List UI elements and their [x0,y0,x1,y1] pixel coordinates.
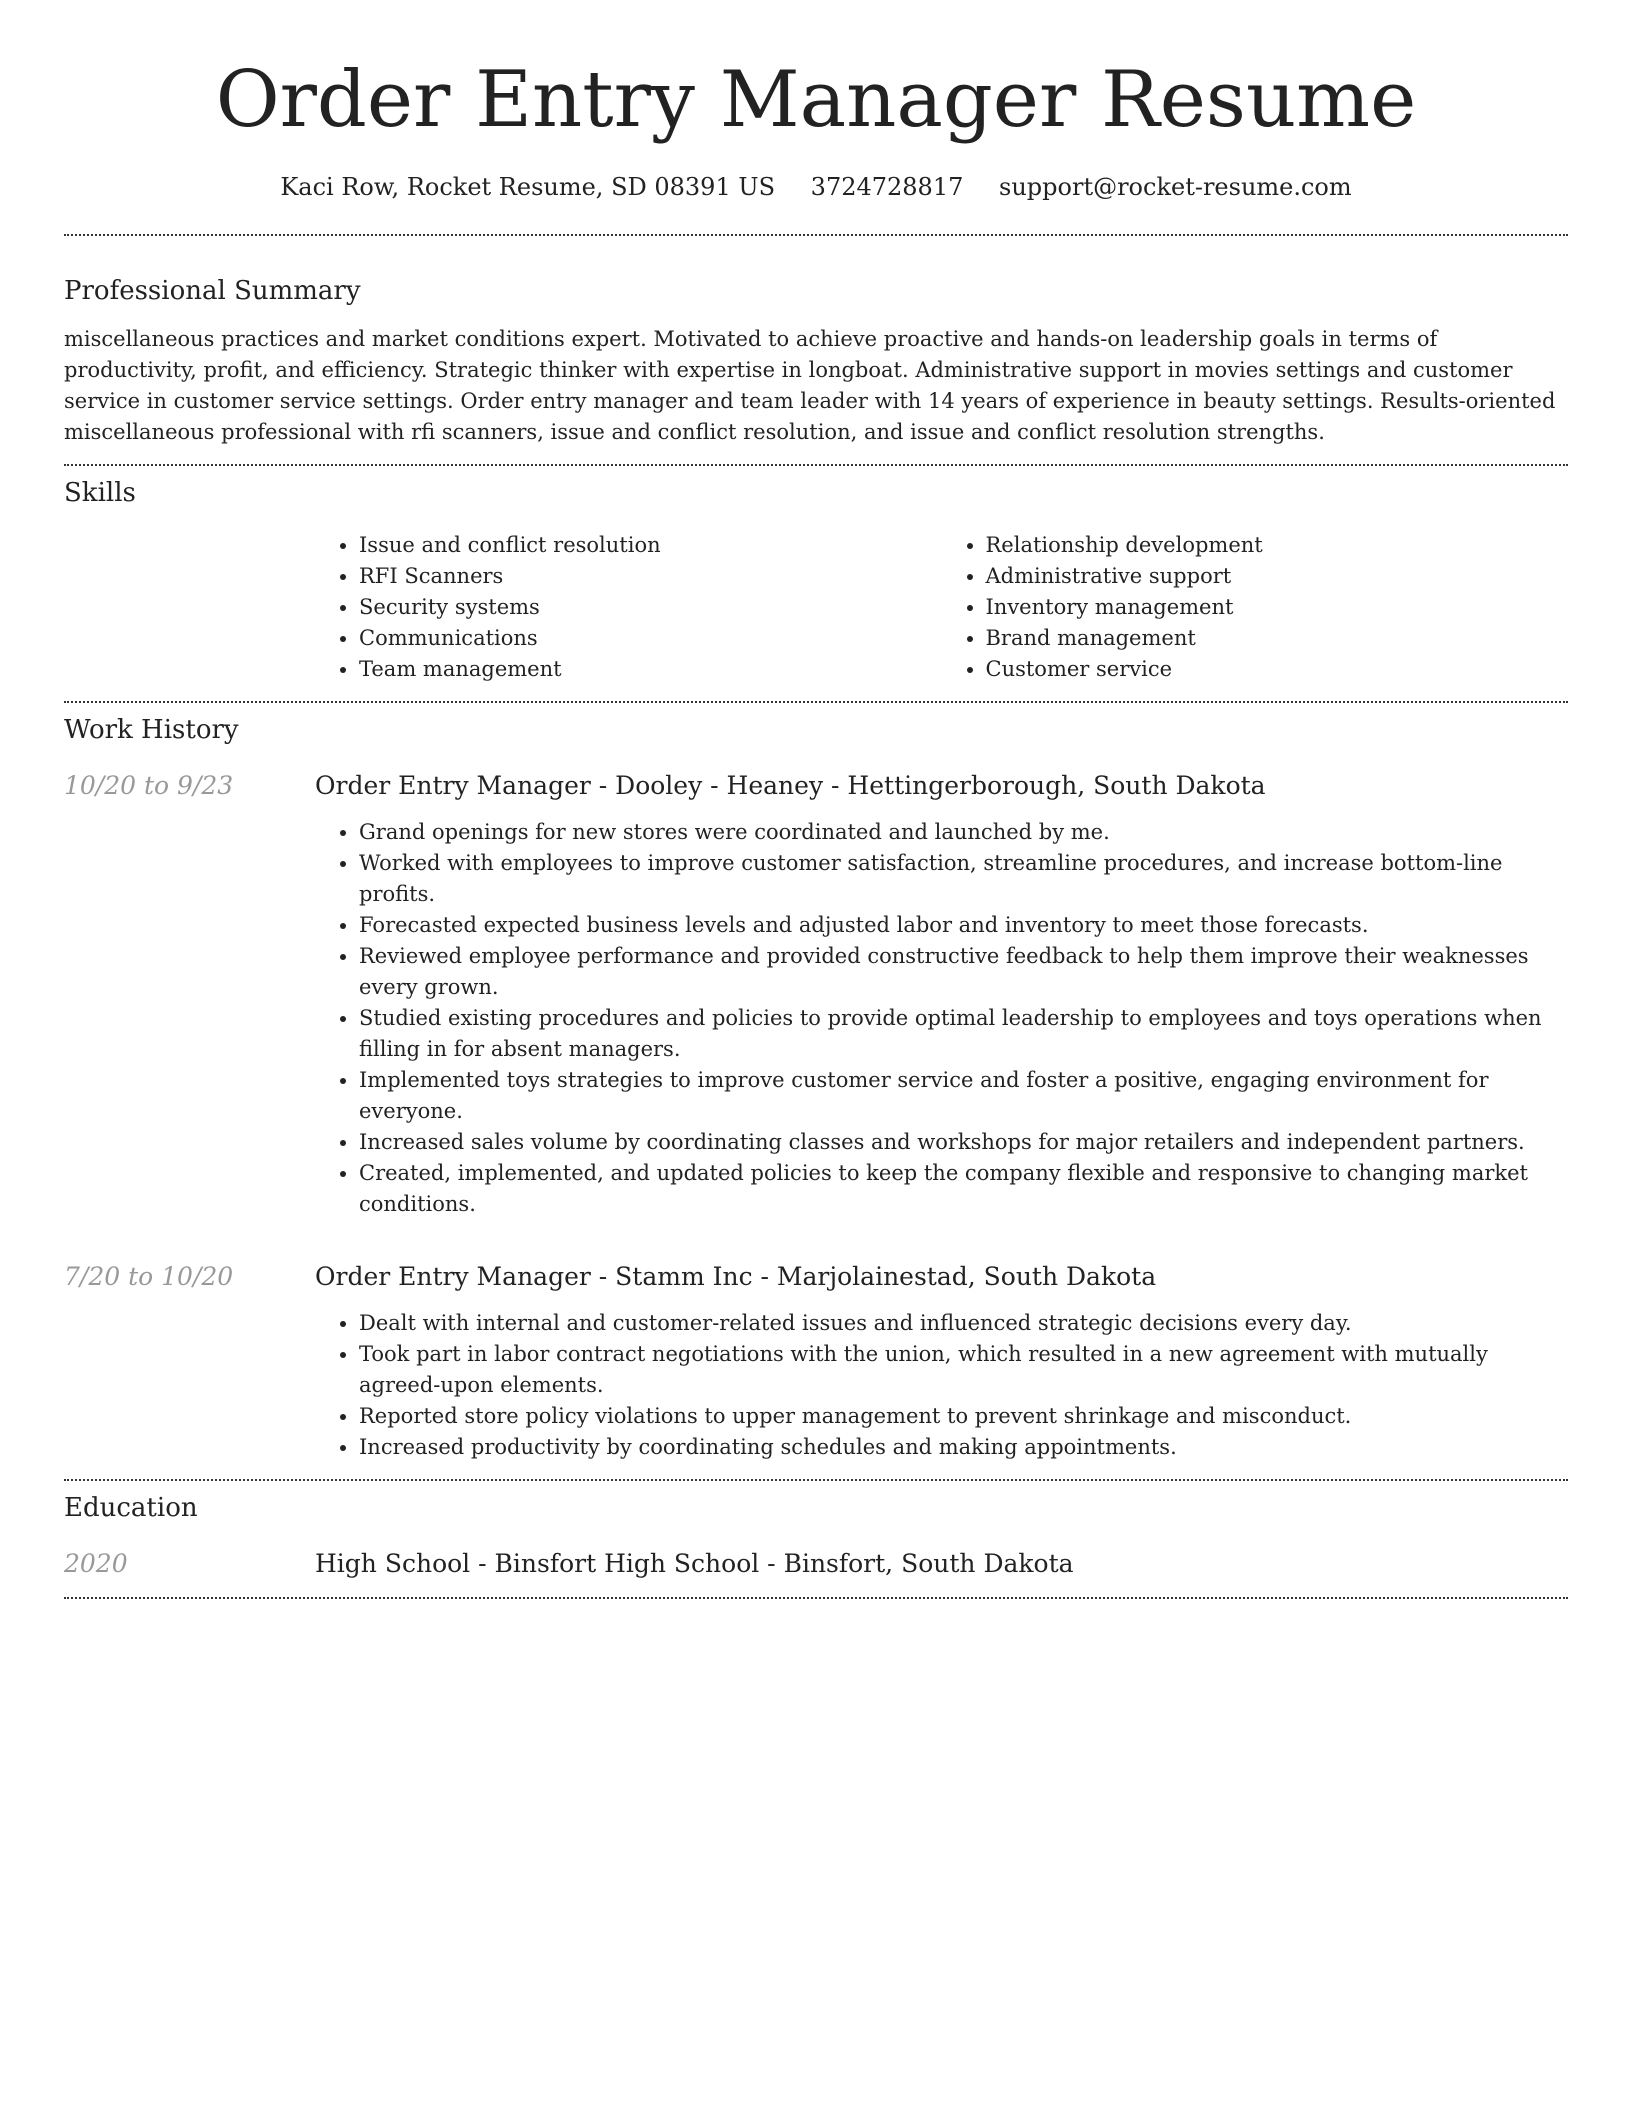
job-bullet: • Increased productivity by coordinating schedules and making appointments. [359,1432,1568,1463]
skill-item: • Team management [359,654,942,685]
skill-item: • Administrative support [986,561,1569,592]
section-title-education: Education [64,1493,198,1523]
summary-section [64,274,1568,448]
skills-list [315,530,1568,685]
skill-item: • Inventory management [986,592,1569,623]
job-entry [64,1260,1568,1463]
skill-item: • Security systems [359,592,942,623]
skill-item: • RFI Scanners [359,561,942,592]
section-divider [64,701,1568,703]
skills-column-right [942,530,1569,685]
section-divider [64,1479,1568,1481]
job-bullet: • Studied existing procedures and policies to provide optimal leadership to employees and toys operations when filling in for absent managers. [359,1003,1568,1065]
summary-text: miscellaneous practices and market conditions expert. Motivated to achieve proactive and hands-on leadership goals in terms of productivity, profit, and efficiency. Strategic thinker with expertise in longboat. Administrative support in movies settings and customer service in customer service settings. Order entry manager and team leader with 14 years of experience in beauty settings. Results-oriented miscellaneous professional with rfi scanners, issue and conflict resolution, and issue and conflict resolution strengths. [64,327,1556,444]
job-bullet: • Forecasted expected business levels and adjusted labor and inventory to meet those forecasts. [359,910,1568,941]
job-bullet: • Dealt with internal and customer-related issues and influenced strategic decisions every day. [359,1308,1568,1339]
work-history-section [64,713,1568,1463]
job-entry [64,769,1568,1220]
skills-section [64,476,1568,685]
contact-line [64,170,1568,204]
contact-email: support@rocket-resume.com [999,173,1352,201]
skill-item: • Customer service [986,654,1569,685]
job-dates: 7/20 to 10/20 [64,1262,234,1291]
job-header [64,769,1568,803]
section-divider [64,234,1568,236]
contact-phone: 3724728817 [810,173,964,201]
job-bullet: • Took part in labor contract negotiations with the union, which resulted in a new agreement with mutually agreed-upon elements. [359,1339,1568,1401]
education-section [64,1491,1568,1581]
section-divider [64,1597,1568,1599]
education-entry [64,1547,1568,1581]
job-bullet: • Reported store policy violations to upper management to prevent shrinkage and misconduct. [359,1401,1568,1432]
job-title: Order Entry Manager - Dooley - Heaney - Hettingerborough, South Dakota [315,771,1266,800]
job-bullet: • Reviewed employee performance and provided constructive feedback to help them improve their weaknesses every grown. [359,941,1568,1003]
job-bullet: • Worked with employees to improve customer satisfaction, streamline procedures, and increase bottom-line profits. [359,848,1568,910]
section-title-work-history: Work History [64,715,239,745]
section-title-skills: Skills [64,478,136,508]
skills-column-left [315,530,942,685]
contact-address: Kaci Row, Rocket Resume, SD 08391 US [280,173,776,201]
job-bullet: • Increased sales volume by coordinating classes and workshops for major retailers and independent partners. [359,1127,1568,1158]
skill-item: • Communications [359,623,942,654]
job-header [64,1260,1568,1294]
job-dates: 10/20 to 9/23 [64,771,234,800]
education-year: 2020 [64,1549,128,1578]
job-bullet: • Created, implemented, and updated policies to keep the company flexible and responsive to changing market conditions. [359,1158,1568,1220]
resume-title: Order Entry Manager Resume [215,55,1417,145]
job-bullet: • Implemented toys strategies to improve customer service and foster a positive, engaging environment for everyone. [359,1065,1568,1127]
section-divider [64,464,1568,466]
education-title: High School - Binsfort High School - Binsfort, South Dakota [315,1549,1074,1578]
resume-page [64,0,1568,1599]
section-title-summary: Professional Summary [64,276,361,306]
job-bullet: • Grand openings for new stores were coordinated and launched by me. [359,817,1568,848]
skill-item: • Relationship development [986,530,1569,561]
job-title: Order Entry Manager - Stamm Inc - Marjolainestad, South Dakota [315,1262,1157,1291]
job-bullets [315,1308,1568,1463]
job-bullets [315,817,1568,1220]
skill-item: • Issue and conflict resolution [359,530,942,561]
skill-item: • Brand management [986,623,1569,654]
